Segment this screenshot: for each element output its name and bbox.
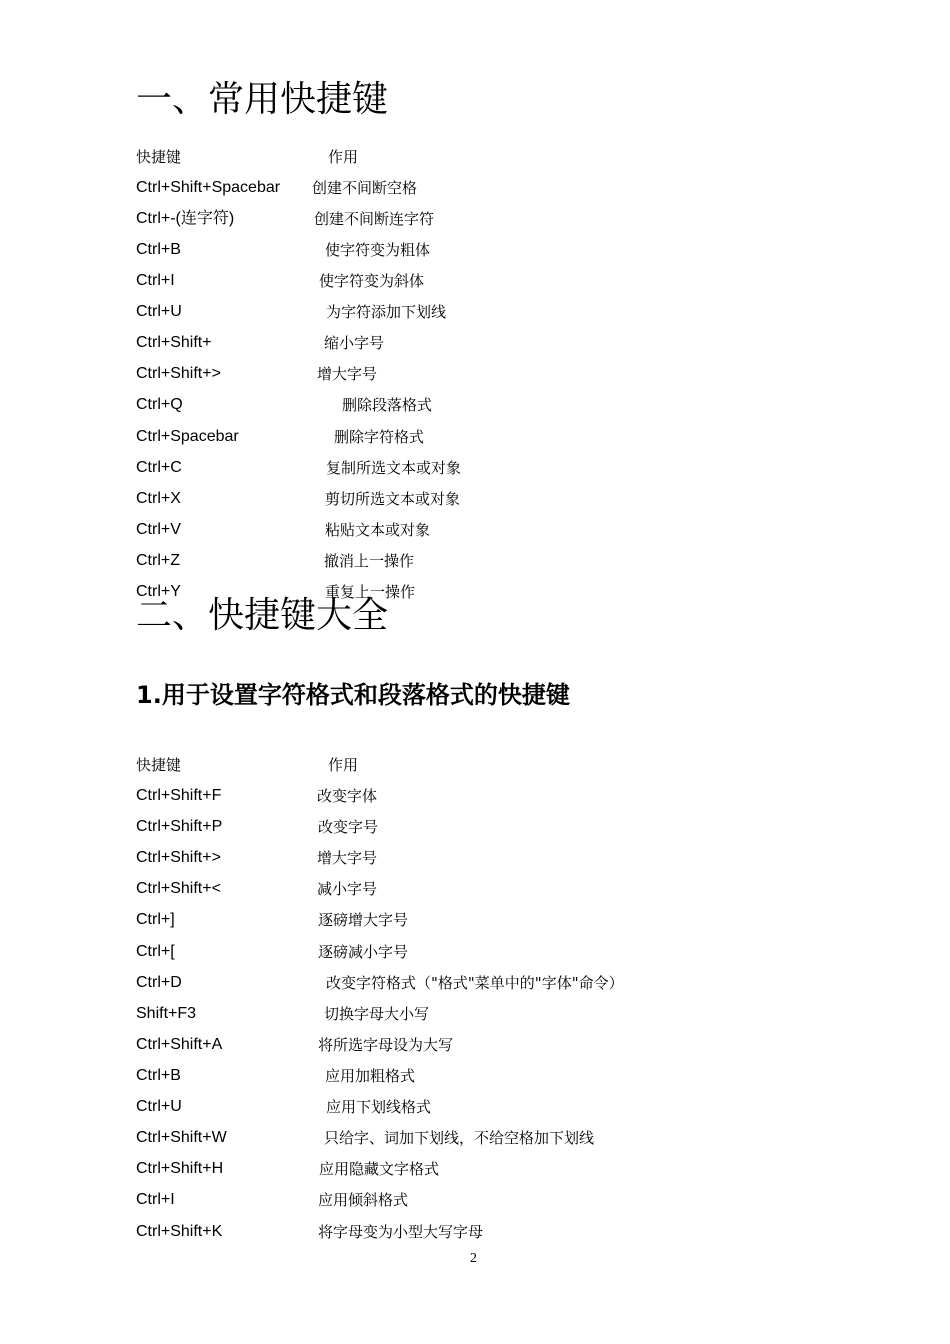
section2-subheading: 1.用于设置字符格式和段落格式的快捷键	[136, 681, 570, 709]
shortcut-action: 应用加粗格式	[325, 1067, 416, 1085]
shortcut-key: Ctrl+Shift+	[136, 334, 212, 351]
shortcut-action: 应用倾斜格式	[318, 1191, 409, 1209]
shortcut-key: Shift+F3	[136, 1005, 197, 1022]
shortcut-action: 创建不间断空格	[312, 179, 418, 197]
shortcut-key: Ctrl+B	[136, 241, 181, 258]
shortcut-action: 增大字号	[317, 365, 378, 383]
shortcut-action: 改变字符格式（"格式"菜单中的"字体"命令）	[326, 974, 624, 992]
shortcut-action: 删除段落格式	[342, 396, 433, 414]
shortcut-key: Ctrl+Z	[136, 552, 180, 569]
shortcut-action: 改变字号	[318, 818, 379, 836]
shortcut-key: Ctrl+Shift+>	[136, 849, 221, 866]
shortcut-action: 只给字、词加下划线，不给空格加下划线	[324, 1129, 595, 1147]
shortcut-key: Ctrl+B	[136, 1067, 181, 1084]
shortcut-key: Ctrl+Shift+W	[136, 1129, 227, 1146]
shortcut-action: 应用隐藏文字格式	[319, 1160, 440, 1178]
section2-heading: 二、快捷键大全	[136, 595, 389, 636]
section2-col-action-header: 作用	[328, 756, 359, 774]
shortcut-action: 为字符添加下划线	[326, 303, 447, 321]
shortcut-key: Ctrl+X	[136, 490, 181, 507]
shortcut-key: Ctrl+Shift+>	[136, 365, 221, 382]
shortcut-action: 重复上一操作	[325, 583, 416, 601]
shortcut-key: Ctrl+Spacebar	[136, 428, 239, 445]
shortcut-action: 缩小字号	[324, 334, 385, 352]
shortcut-key: Ctrl+Q	[136, 396, 183, 413]
section1-col-key-header: 快捷键	[136, 148, 182, 166]
shortcut-action: 复制所选文本或对象	[326, 459, 462, 477]
shortcut-action: 逐磅增大字号	[318, 911, 409, 929]
shortcut-key: Ctrl+I	[136, 272, 175, 289]
shortcut-action: 逐磅减小字号	[318, 943, 409, 961]
shortcut-key: Ctrl+U	[136, 303, 182, 320]
shortcut-key: Ctrl+C	[136, 459, 182, 476]
shortcut-action: 使字符变为斜体	[319, 272, 425, 290]
shortcut-key: Ctrl+Shift+A	[136, 1036, 223, 1053]
section1-heading: 一、常用快捷键	[136, 79, 389, 120]
shortcut-key: Ctrl+-(连字符)	[136, 210, 235, 227]
shortcut-key: Ctrl+Shift+F	[136, 787, 222, 804]
section1-col-action-header: 作用	[328, 148, 359, 166]
shortcut-key: Ctrl+Shift+K	[136, 1223, 223, 1240]
shortcut-key: Ctrl+Shift+Spacebar	[136, 179, 281, 196]
section2-col-key-header: 快捷键	[136, 756, 182, 774]
shortcut-action: 使字符变为粗体	[325, 241, 431, 259]
shortcut-key: Ctrl+Shift+P	[136, 818, 223, 835]
shortcut-action: 撤消上一操作	[324, 552, 415, 570]
shortcut-action: 应用下划线格式	[326, 1098, 432, 1116]
shortcut-key: Ctrl+D	[136, 974, 182, 991]
shortcut-key: Ctrl+I	[136, 1191, 175, 1208]
shortcut-action: 删除字符格式	[334, 428, 425, 446]
shortcut-key: Ctrl+]	[136, 911, 175, 928]
shortcut-action: 切换字母大小写	[324, 1005, 430, 1023]
shortcut-key: Ctrl+Shift+H	[136, 1160, 224, 1177]
shortcut-action: 创建不间断连字符	[314, 210, 435, 228]
shortcut-action: 减小字号	[317, 880, 378, 898]
shortcut-key: Ctrl+Shift+<	[136, 880, 221, 897]
shortcut-action: 增大字号	[317, 849, 378, 867]
shortcut-action: 改变字体	[317, 787, 378, 805]
shortcut-action: 剪切所选文本或对象	[325, 490, 461, 508]
shortcut-key: Ctrl+V	[136, 521, 181, 538]
page-number: 2	[470, 1251, 477, 1266]
shortcut-action: 将所选字母设为大写	[318, 1036, 454, 1054]
shortcut-action: 粘贴文本或对象	[325, 521, 431, 539]
shortcut-action: 将字母变为小型大写字母	[318, 1223, 484, 1241]
shortcut-key: Ctrl+Y	[136, 583, 181, 600]
shortcut-key: Ctrl+[	[136, 943, 175, 960]
shortcut-key: Ctrl+U	[136, 1098, 182, 1115]
